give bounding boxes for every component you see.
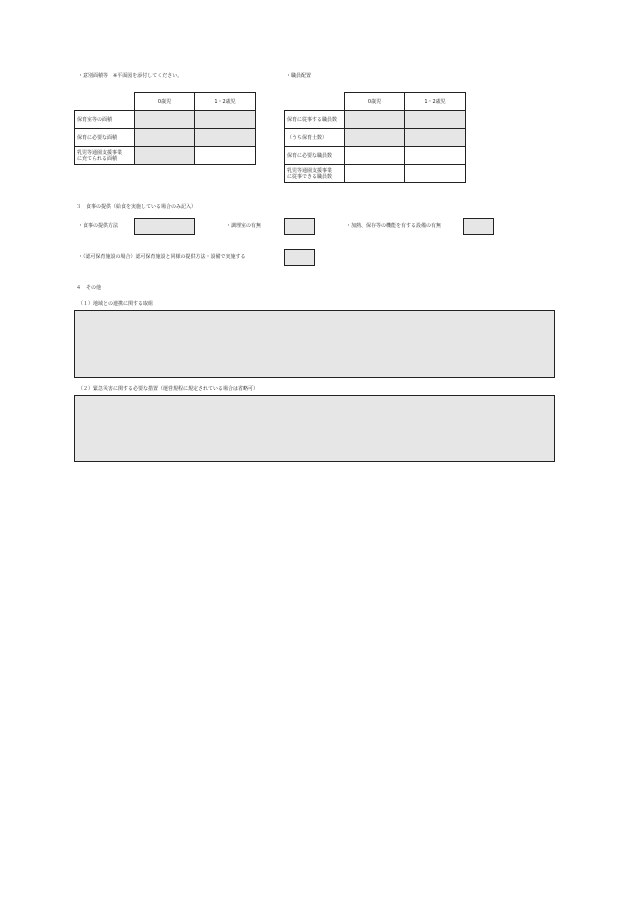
meal-method-label: ・食事の提供方法 — [78, 223, 119, 229]
staff-row-label: 保育に必要な職員数 — [285, 147, 345, 165]
area-row-label: 保育に必要な面積 — [75, 129, 135, 147]
area-cell-input[interactable] — [195, 129, 256, 147]
area-row-label: 保育室等の面積 — [75, 111, 135, 129]
community-collab-label: （１）地域との連携に関する取組 — [78, 301, 154, 307]
staff-cell-input[interactable] — [405, 129, 466, 147]
staff-table-corner — [285, 93, 345, 111]
staff-cell-input[interactable] — [345, 165, 405, 183]
area-cell-input[interactable] — [195, 147, 256, 165]
area-cell-input[interactable] — [135, 111, 195, 129]
equipment-input[interactable] — [463, 218, 494, 235]
meal-method-input[interactable] — [134, 218, 195, 235]
kitchen-input[interactable] — [284, 218, 315, 235]
staff-row-label: 乳児等通園支援事業 に従事できる職員数 — [285, 165, 345, 183]
area-cell-input[interactable] — [135, 147, 195, 165]
staff-row-label: （うち保育士数） — [285, 129, 345, 147]
area-table — [74, 92, 256, 165]
other-section-title: ４ その他 — [76, 285, 102, 291]
staff-cell-input[interactable] — [345, 111, 405, 129]
emergency-measures-textarea[interactable] — [74, 395, 555, 462]
area-header-age12: 1・2歳児 — [195, 93, 256, 111]
staff-cell-input[interactable] — [345, 129, 405, 147]
licensed-facility-input[interactable] — [284, 249, 315, 266]
meal-section-title: ３ 食事の提供（給食を実施している場合のみ記入） — [76, 204, 197, 210]
area-table-corner — [75, 93, 135, 111]
staff-header-age0: 0歳児 — [345, 93, 405, 111]
staff-cell-input[interactable] — [405, 111, 466, 129]
staff-row-label: 保育に従事する職員数 — [285, 111, 345, 129]
emergency-measures-label: （２）緊急災害に関する必要な措置（運営規程に規定されている場合は省略可） — [78, 386, 259, 392]
area-header-age0: 0歳児 — [135, 93, 195, 111]
equipment-label: ・加熱、保存等の機能を有する設備の有無 — [346, 223, 442, 229]
community-collab-textarea[interactable] — [74, 310, 555, 378]
staff-table — [284, 92, 466, 183]
staff-cell-input[interactable] — [405, 165, 466, 183]
area-row-label: 乳児等通園支援事業 に充てられる面積 — [75, 147, 135, 165]
licensed-facility-note: ・（認可保育施設の場合）認可保育施設と同様の提供方法・設備で実施する — [78, 254, 246, 260]
staff-section-title: ・職員配置 — [286, 73, 312, 79]
staff-cell-input[interactable] — [405, 147, 466, 165]
staff-cell-input[interactable] — [345, 147, 405, 165]
area-section-title: ・意別面積等 ※平面図を添付してください。 — [78, 73, 183, 79]
kitchen-label: ・調理室の有無 — [226, 223, 262, 229]
staff-header-age12: 1・2歳児 — [405, 93, 466, 111]
area-cell-input[interactable] — [135, 129, 195, 147]
area-cell-input[interactable] — [195, 111, 256, 129]
